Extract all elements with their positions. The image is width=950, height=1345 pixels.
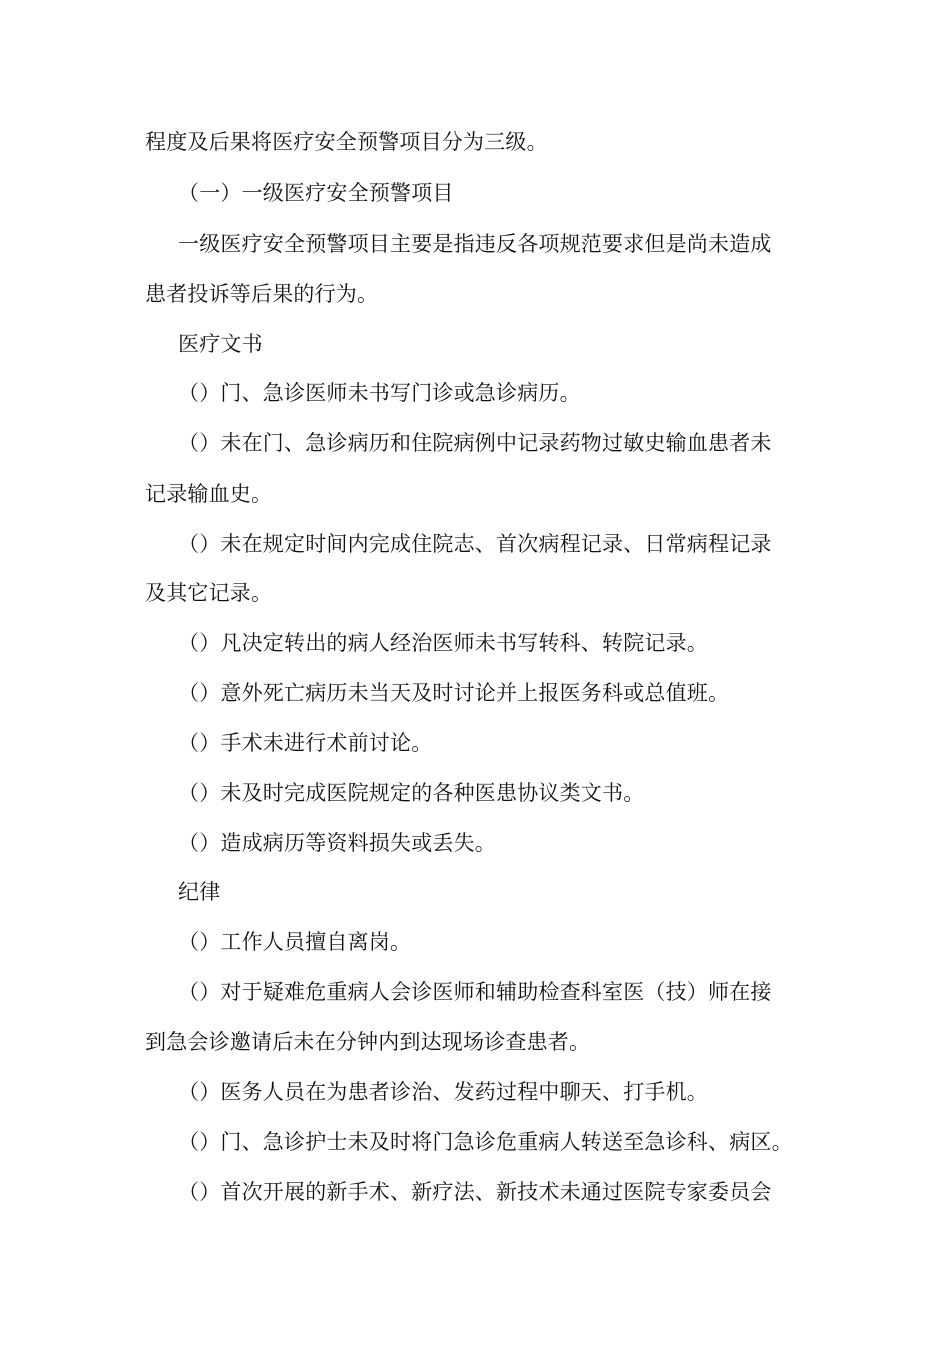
list-item-continuation: 到急会诊邀请后未在分钟内到达现场诊查患者。	[145, 1030, 591, 1054]
list-item: （）凡决定转出的病人经治医师未书写转科、转院记录。	[178, 631, 708, 655]
list-item: （）门、急诊护士未及时将门急诊危重病人转送至急诊科、病区。	[178, 1130, 793, 1154]
subsection-heading: 纪律	[178, 880, 221, 904]
list-item: （）未及时完成医院规定的各种医患协议类文书。	[178, 781, 645, 805]
list-item: （）医务人员在为患者诊治、发药过程中聊天、打手机。	[178, 1080, 708, 1104]
list-item: （）首次开展的新手术、新疗法、新技术未通过医院专家委员会	[178, 1180, 772, 1204]
list-item: （）手术未进行术前讨论。	[178, 731, 433, 755]
subsection-heading: 医疗文书	[178, 332, 263, 356]
section-heading: （一）一级医疗安全预警项目	[178, 181, 454, 205]
paragraph-line: 患者投诉等后果的行为。	[145, 282, 379, 306]
list-item: （）对于疑难危重病人会诊医师和辅助检查科室医（技）师在接	[178, 980, 772, 1004]
list-item: （）未在门、急诊病历和住院病例中记录药物过敏史输血患者未	[178, 431, 772, 455]
list-item-continuation: 及其它记录。	[145, 581, 273, 605]
list-item: （）未在规定时间内完成住院志、首次病程记录、日常病程记录	[178, 532, 772, 556]
list-item: （）意外死亡病历未当天及时讨论并上报医务科或总值班。	[178, 681, 730, 705]
paragraph-line: 程度及后果将医疗安全预警项目分为三级。	[145, 130, 548, 154]
paragraph-line: 一级医疗安全预警项目主要是指违反各项规范要求但是尚未造成	[178, 232, 772, 256]
list-item-continuation: 记录输血史。	[145, 482, 273, 506]
list-item: （）工作人员擅自离岗。	[178, 930, 412, 954]
list-item: （）门、急诊医师未书写门诊或急诊病历。	[178, 381, 581, 405]
list-item: （）造成病历等资料损失或丢失。	[178, 831, 496, 855]
